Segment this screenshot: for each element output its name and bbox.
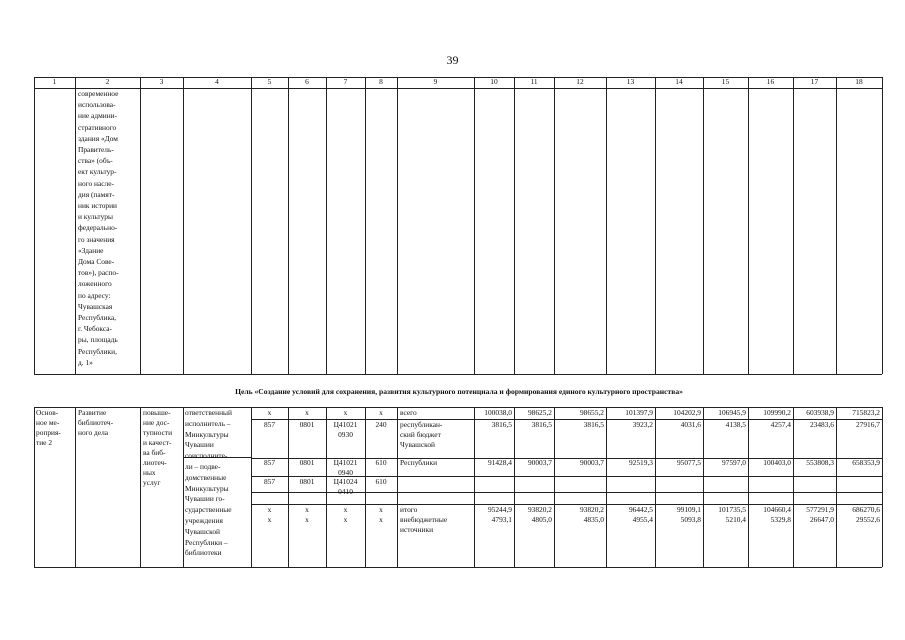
column-rule (514, 407, 515, 567)
column-rule (606, 77, 607, 374)
code-cell: x (305, 515, 309, 524)
cell-text: г. Чебокса- (78, 324, 112, 334)
cell-text: го значения (78, 234, 115, 244)
code-cell: 857 (263, 420, 276, 429)
column-rule (251, 407, 252, 567)
header-number: 13 (626, 77, 635, 86)
value-cell: 4805,0 (531, 515, 552, 524)
cell-text: ние админи- (78, 111, 118, 121)
column-rule (793, 77, 794, 374)
cell-text: учреждения (185, 516, 223, 525)
header-number: 15 (721, 77, 730, 86)
column-rule (836, 407, 837, 567)
value-cell: 97597,0 (721, 458, 746, 467)
column-rule (183, 407, 184, 567)
column-rule (882, 77, 883, 374)
column-rule (75, 77, 76, 374)
page-number: 39 (446, 53, 459, 67)
value-cell: 4835,0 (583, 515, 604, 524)
cell-text: услуг (143, 478, 161, 487)
cell-text: ных (143, 468, 156, 477)
column-rule (140, 407, 141, 567)
value-cell: 104660,4 (763, 505, 791, 514)
code-cell: x (267, 515, 272, 524)
cell-text: ры, площадь (78, 335, 118, 345)
code-cell: x (343, 408, 348, 417)
code-cell: x (305, 408, 309, 417)
value-cell: 29552,6 (855, 515, 880, 524)
column-rule (554, 407, 555, 567)
column-rule (326, 77, 327, 374)
source-text: источники (400, 525, 434, 534)
cell-text: повыше- (143, 408, 171, 417)
header-number: 9 (433, 77, 438, 86)
code-cell: x (379, 515, 383, 524)
value-cell: 90003,7 (579, 458, 604, 467)
column-rule (474, 77, 475, 374)
cell-text: Чувашской (185, 526, 221, 536)
column-rule (183, 77, 184, 374)
value-cell: 5210,4 (725, 515, 746, 524)
column-rule (655, 77, 656, 374)
column-rule (34, 407, 35, 567)
code-cell: 610 (375, 477, 387, 486)
value-cell: 90003,7 (527, 458, 552, 467)
source-text: ский бюджет (400, 430, 441, 439)
column-rule (75, 407, 76, 567)
cell-text: здания «Дом (78, 133, 118, 143)
value-cell: 104202,9 (673, 408, 701, 417)
value-cell: 98625,2 (527, 408, 552, 417)
cell-text: Правитель- (78, 145, 114, 154)
value-cell: 99109,1 (676, 505, 701, 514)
cell-text: современное (78, 89, 119, 98)
code-cell: Ц41021 (333, 420, 358, 429)
cell-text: лиотеч- (143, 458, 167, 467)
code-cell: 240 (375, 420, 387, 429)
value-cell: 93820,2 (527, 505, 552, 514)
code-cell: 0801 (299, 458, 315, 467)
code-cell: x (343, 515, 348, 524)
column-rule (365, 77, 366, 374)
code-cell: x (267, 408, 272, 417)
cell-text: «Здание (78, 245, 104, 255)
column-rule (655, 407, 656, 567)
cell-text: библиотеки (185, 548, 222, 558)
header-number: 11 (530, 77, 538, 86)
value-cell: 106945,9 (718, 408, 746, 417)
value-cell: 93820,2 (579, 505, 604, 514)
header-number: 17 (810, 77, 819, 86)
value-cell: 23483,6 (809, 420, 834, 429)
code-cell: x (379, 408, 383, 417)
cell-text: ного дела (78, 428, 109, 437)
value-cell: 95077,5 (676, 458, 701, 467)
value-cell: 101735,5 (718, 505, 746, 514)
code-cell: x (305, 505, 309, 514)
value-cell: 3816,5 (491, 420, 512, 429)
header-number: 3 (159, 77, 164, 86)
column-rule (514, 77, 515, 374)
code-cell: Ц41021 (333, 458, 358, 467)
value-cell: 26647,0 (809, 515, 834, 524)
column-rule (793, 407, 794, 567)
value-cell: 553808,3 (806, 458, 834, 467)
column-rule (703, 77, 704, 374)
value-cell: 603938,9 (806, 408, 834, 417)
code-cell: 0930 (338, 430, 353, 439)
code-cell: x (343, 505, 348, 514)
value-cell: 5329,8 (770, 515, 791, 524)
code-cell: 0801 (299, 477, 315, 486)
cell-text: Развитие (78, 408, 107, 417)
value-cell: 3816,5 (583, 420, 604, 429)
cell-text: ложенного (78, 279, 112, 289)
cell-text: Республика, (78, 313, 117, 322)
value-cell: 4031,6 (680, 420, 701, 429)
cell-text: ник истории (78, 201, 118, 210)
cell-text: Минкультуры (185, 483, 229, 493)
cell-text: и культуры (78, 212, 113, 222)
source-text: Чувашской (400, 440, 436, 449)
header-number: 16 (766, 77, 775, 86)
value-cell: 686270,6 (852, 505, 880, 514)
value-cell: 100038,0 (484, 408, 512, 417)
code-cell: 610 (375, 458, 387, 467)
header-number: 5 (267, 77, 272, 86)
column-rule (34, 77, 35, 374)
cell-text: Основ- (36, 408, 59, 417)
header-number: 4 (215, 77, 219, 86)
source-text: Республики (400, 458, 438, 467)
code-cell: x (379, 505, 383, 514)
cell-text: стративного (78, 122, 117, 132)
value-cell: 4793,1 (491, 515, 512, 524)
cell-text: Республики – (185, 537, 228, 547)
column-rule (251, 77, 252, 374)
column-rule (836, 77, 837, 374)
header-number: 1 (52, 77, 57, 86)
value-cell: 4955,4 (632, 515, 653, 524)
value-cell: 3816,5 (531, 420, 552, 429)
value-cell: 4138,5 (725, 420, 746, 429)
cell-text: Чувашская (78, 301, 113, 311)
cell-text: ного насле- (78, 178, 114, 188)
code-cell: 0940 (338, 468, 353, 477)
cell-text: по адресу: (78, 290, 111, 300)
column-rule (365, 407, 366, 567)
header-number: 18 (855, 77, 863, 86)
value-cell: 658353,9 (852, 458, 880, 467)
cell-text: сударственные (185, 505, 232, 515)
cell-text: тов»), распо- (78, 268, 119, 278)
lower-bottom-rule (34, 567, 882, 568)
value-cell: 92519,3 (628, 458, 653, 467)
cell-text: исполнитель – (185, 418, 231, 428)
cell-text: ства» (объ- (78, 156, 113, 166)
cell-text: Чувашии го- (185, 494, 225, 504)
value-cell: 101397,9 (625, 408, 653, 417)
column-rule (288, 77, 289, 374)
cell-text: Республики, (78, 346, 117, 356)
value-cell: 98655,2 (579, 408, 604, 417)
column-rule (140, 77, 141, 374)
column-rule (474, 407, 475, 567)
code-cell: 857 (263, 477, 276, 486)
header-number: 10 (490, 77, 498, 86)
value-cell: 3923,2 (632, 420, 653, 429)
value-cell: 100403,0 (763, 458, 791, 467)
cell-text: использова- (78, 100, 116, 110)
cell-text: ное ме- (36, 418, 60, 427)
cell-text: соисполните- (185, 451, 228, 461)
cell-text: Чувашии (185, 440, 214, 450)
value-cell: 5093,8 (680, 515, 701, 524)
cell-text: библиотеч- (78, 418, 114, 427)
cell-text: и качест- (143, 438, 172, 447)
column-rule (397, 407, 398, 567)
column-rule (288, 407, 289, 567)
code-cell: 857 (263, 458, 276, 467)
cell-text: федерально- (78, 223, 118, 233)
value-cell: 95244,9 (487, 505, 512, 514)
header-bottom-rule (34, 88, 882, 89)
cell-text: ва биб- (143, 448, 166, 457)
source-text: внебюджетные (400, 515, 448, 524)
cell-text: ект культур- (78, 167, 117, 177)
cell-text: тупности (143, 428, 173, 437)
cell-text: ние дос- (143, 418, 170, 427)
value-cell: 96442,5 (628, 505, 653, 514)
upper-bottom-rule (34, 374, 882, 375)
code-cell: 0801 (299, 420, 315, 429)
header-number: 7 (343, 77, 348, 86)
column-rule (554, 77, 555, 374)
value-cell: 91428,4 (487, 458, 512, 467)
column-rule (748, 77, 749, 374)
cell-text: роприя- (36, 428, 61, 437)
cell-text: домственные (185, 472, 227, 482)
source-text: всего (400, 408, 417, 417)
value-cell: 109990,2 (763, 408, 791, 417)
header-number: 6 (305, 77, 309, 86)
cell-text: Минкультуры (185, 429, 229, 439)
source-text: республикан- (400, 420, 443, 429)
column-rule (397, 77, 398, 374)
cell-text: д. 1» (78, 357, 93, 367)
source-text: итого (400, 505, 418, 514)
value-cell: 4257,4 (770, 420, 791, 429)
code-cell: 0410 (338, 487, 353, 496)
header-number: 14 (675, 77, 683, 86)
header-number: 8 (379, 77, 383, 86)
code-cell: Ц41024 (333, 477, 358, 486)
cell-text: ли – подве- (185, 462, 221, 471)
column-rule (882, 407, 883, 567)
cell-text: дия (памят- (78, 189, 115, 199)
column-rule (703, 407, 704, 567)
column-rule (606, 407, 607, 567)
value-cell: 577291,9 (806, 505, 834, 514)
goal-heading: Цель «Создание условий для сохранения, развития культурного потенциала и формирования единого культурного пространства» (235, 387, 683, 396)
code-cell: x (267, 505, 272, 514)
cell-text: ответственный (185, 408, 232, 417)
header-number: 2 (105, 77, 110, 86)
column-rule (748, 407, 749, 567)
value-cell: 27916,7 (855, 420, 880, 429)
value-cell: 715823,2 (852, 408, 880, 417)
cell-text: Дома Сове- (78, 257, 115, 266)
header-number: 12 (576, 77, 584, 86)
cell-text: тие 2 (36, 438, 53, 447)
